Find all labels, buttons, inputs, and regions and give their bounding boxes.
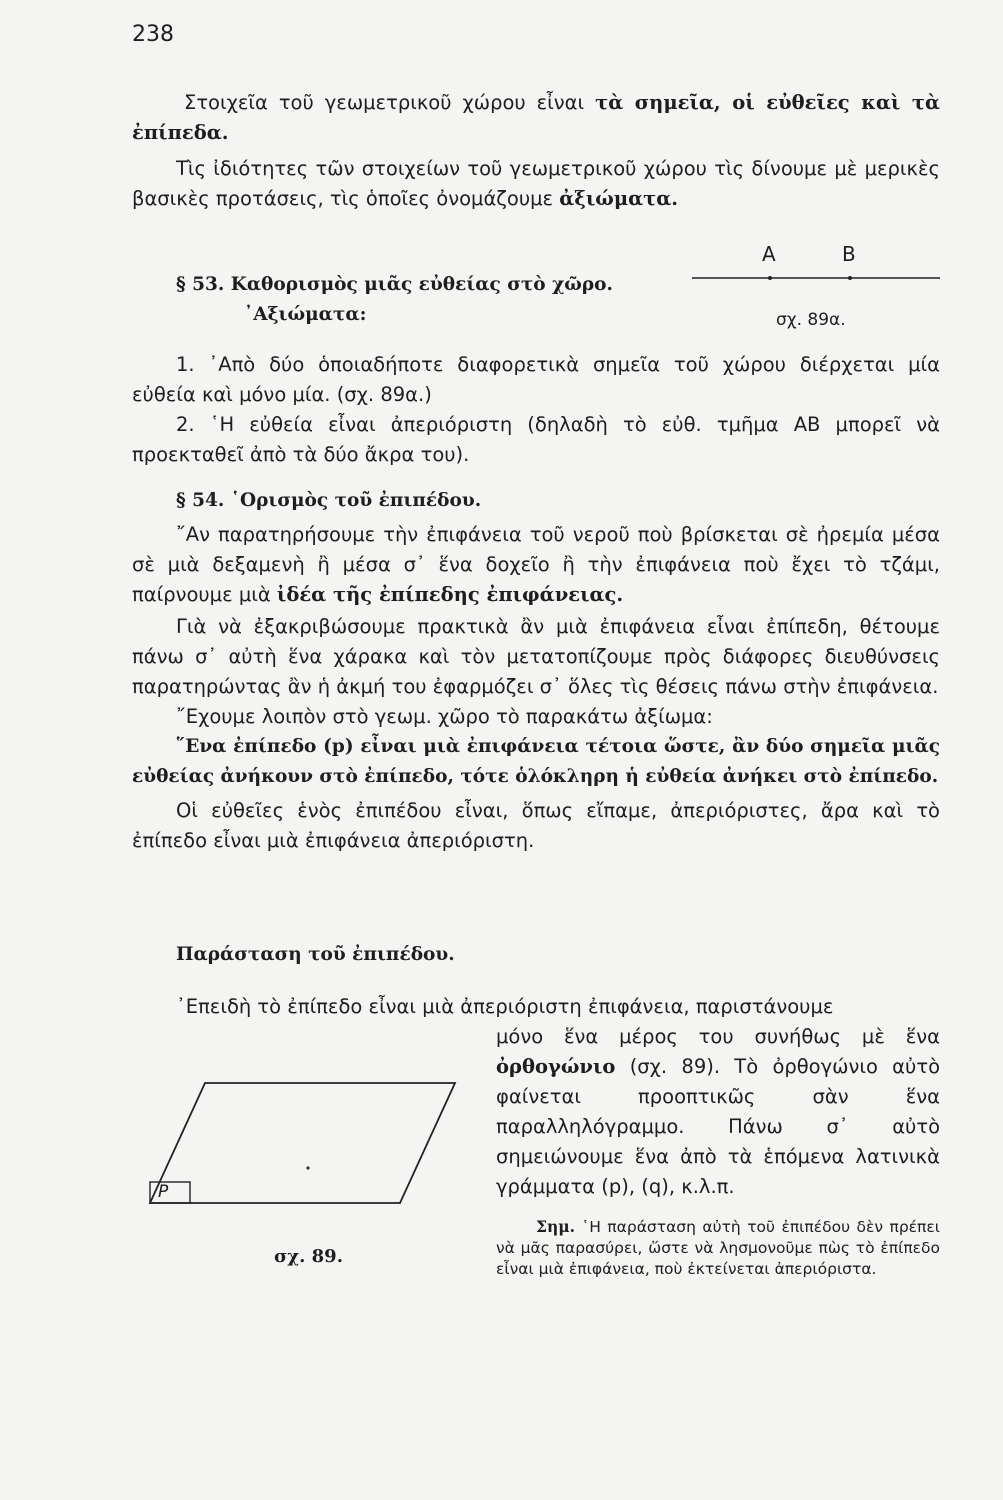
point-b: [848, 276, 852, 280]
plane-label: P: [158, 1182, 169, 1202]
intro-line1-prefix: Στοιχεῖα τοῦ γεωμετρικοῦ χώρου εἶναι: [184, 91, 596, 114]
intro-line1: [132, 88, 940, 148]
representation-section: [132, 940, 940, 970]
axiom-1: 1. ᾿Απὸ δύο ὁποιαδήποτε διαφορετικὰ σημεῖα τοῦ χώρου διέρχεται μία εὐθεία καὶ μόνο μία. (σχ. 89α.): [132, 353, 940, 406]
axioms-label: ᾿Αξιώματα:: [244, 304, 367, 325]
point-a: [768, 276, 772, 280]
representation-column: [496, 1022, 940, 1280]
representation-column-text: [496, 1022, 940, 1202]
section54-title: § 54. ῾Ορισμὸς τοῦ ἐπιπέδου.: [176, 490, 482, 511]
representation-text-suffix: (σχ. 89). Τὸ ὀρθογώνιο αὐτὸ φαίνεται προοπτικῶς σὰν ἕνα παραλληλόγραμμο. Πάνω σ᾿ αὐτὸ σημειώνουμε ἕνα ἀπὸ τὰ ἑπόμενα λατινικὰ γράμματα (p), (q), κ.λ.π.: [496, 1055, 940, 1198]
section53-title: § 53. Καθορισμὸς μιᾶς εὐθείας στὸ χῶρο.: [176, 274, 613, 295]
intro-para2: [132, 154, 940, 214]
section54-para1-prefix: ῎Αν παρατηρήσουμε τὴν ἐπιφάνεια τοῦ νεροῦ ποὺ βρίσκεται σὲ ἠρεμία μέσα σὲ μιὰ δεξαμενὴ ἢ μέσα σ᾿ ἕνα δοχεῖο ἢ τὴν ἐπιφάνεια ποὺ ἔχει τὸ τζάμι, παίρνουμε μιὰ: [132, 523, 940, 606]
intro-line1-bold: τὰ σημεῖα, οἱ εὐθεῖες καὶ τὰ ἐπίπεδα.: [132, 91, 940, 144]
axiom-2: 2. ῾Η εὐθεία εἶναι ἀπεριόριστη (δηλαδὴ τὸ εὐθ. τμῆμα AB μπορεῖ νὰ προεκταθεῖ ἀπὸ τὰ δύο ἄκρα του).: [132, 413, 940, 466]
section53-header: [132, 270, 692, 330]
intro-para2-bold: ἀξιώματα.: [559, 187, 679, 210]
representation-title: Παράσταση τοῦ ἐπιπέδου.: [176, 944, 455, 965]
figure-89a: [690, 238, 950, 338]
note-text: ῾Η παράσταση αὐτὴ τοῦ ἐπιπέδου δὲν πρέπει νὰ μᾶς παρασύρει, ὥστε νὰ λησμονοῦμε πὼς τὸ ἐπίπεδο εἶναι μιὰ ἐπιφάνεια, ποὺ ἐκτείνεται ἀπεριόριστα.: [496, 1218, 940, 1278]
section54-para1: [132, 520, 940, 610]
section54: [132, 486, 940, 856]
point-b-label: B: [842, 242, 856, 266]
representation-text-bold: ὀρθογώνιο: [496, 1055, 616, 1078]
figure-89-caption: σχ. 89.: [274, 1246, 343, 1267]
section54-para1-bold: ἰδέα τῆς ἐπίπεδης ἐπιφάνειας.: [276, 583, 624, 606]
page-number: 238: [132, 22, 174, 47]
plane-label-box: [150, 1182, 190, 1203]
point-a-label: A: [762, 242, 776, 266]
section54-para3: ῎Εχουμε λοιπὸν στὸ γεωμ. χῶρο τὸ παρακάτω ἀξίωμα:: [176, 705, 713, 728]
intro-block: [132, 88, 940, 214]
section53-axioms: [132, 350, 940, 470]
note-label: Σημ.: [536, 1217, 575, 1236]
representation-text-prefix: μόνο ἕνα μέρος του συνήθως μὲ ἕνα: [496, 1025, 940, 1048]
plane-parallelogram: [140, 1078, 470, 1218]
representation-note: [496, 1216, 940, 1280]
section54-para4: Οἱ εὐθεῖες ἑνὸς ἐπιπέδου εἶναι, ὅπως εἴπαμε, ἀπεριόριστες, ἄρα καὶ τὸ ἐπίπεδο εἶναι μιὰ ἐπιφάνεια ἀπεριόριστη.: [132, 799, 940, 852]
intro-para2-prefix: Τὶς ἰδιότητες τῶν στοιχείων τοῦ γεωμετρικοῦ χώρου τὶς δίνουμε μὲ μερικὲς βασικὲς προτάσεις, τὶς ὁποῖες ὀνομάζουμε: [132, 157, 940, 210]
plane-axiom: ῞Ενα ἐπίπεδο (p) εἶναι μιὰ ἐπιφάνεια τέτοια ὥστε, ἂν δύο σημεῖα μιᾶς εὐθείας ἀνήκουν στὸ ἐπίπεδο, τότε ὁλόκληρη ἡ εὐθεία ἀνήκει στὸ ἐπίπεδο.: [132, 736, 940, 787]
representation-first-line-text: ᾿Επειδὴ τὸ ἐπίπεδο εἶναι μιὰ ἀπεριόριστη ἐπιφάνεια, παριστάνουμε: [176, 995, 834, 1018]
representation-first-line: [132, 992, 940, 1022]
plane-point: [306, 1166, 309, 1169]
section54-para2: Γιὰ νὰ ἐξακριβώσουμε πρακτικὰ ἂν μιὰ ἐπιφάνεια εἶναι ἐπίπεδη, θέτουμε πάνω σ᾿ αὐτὴ ἕνα χάρακα καὶ τὸν μετατοπίζουμε πρὸς διάφορες διευθύνσεις παρατηρώντας ἂν ἡ ἀκμή του ἐφαρμόζει σ᾿ ὅλες τὶς θέσεις πάνω στὴν ἐπιφάνεια.: [132, 615, 940, 698]
figure-89: [140, 1078, 470, 1298]
figure-89a-caption: σχ. 89α.: [776, 310, 846, 330]
segment-ab: [690, 268, 950, 288]
